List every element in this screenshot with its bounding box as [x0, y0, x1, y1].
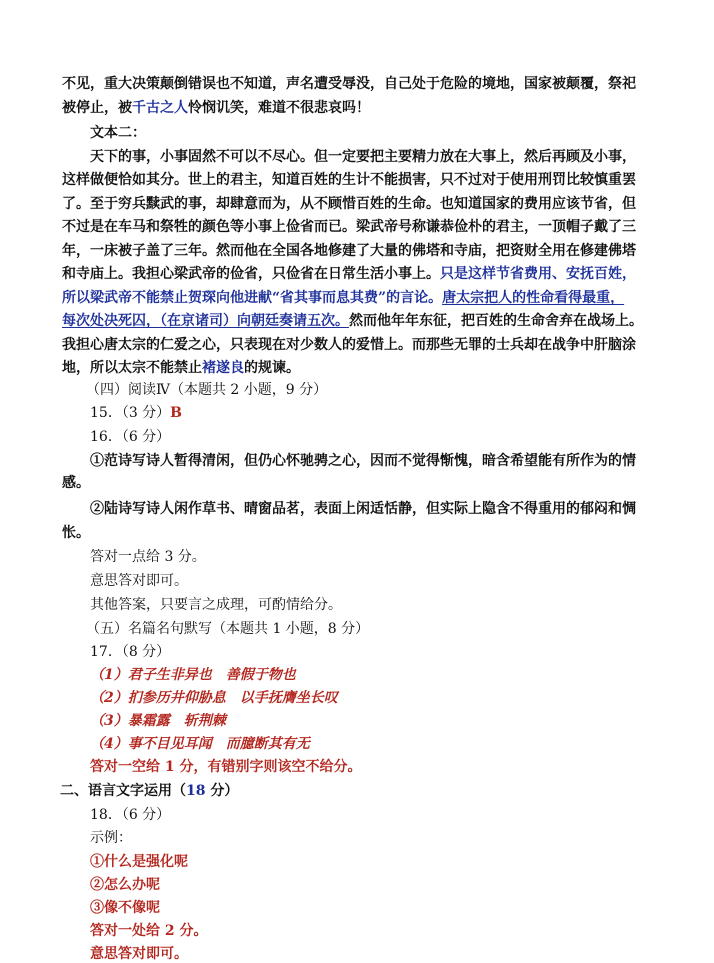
- scoring-note: 其他答案，只要言之成理，可酌情给分。: [90, 597, 342, 613]
- question-18: 18．（6 分）: [90, 807, 171, 823]
- example-label: 示例：: [90, 830, 132, 846]
- text-line: 所以梁武帝不能禁止贺琛向他进献“省其事而息其费”的言论。唐太宗把人的性命看得最重，: [62, 290, 625, 306]
- text-line: 这样做便恰如其分。世上的君主，知道百姓的生计不能损害，只不过对于使用刑罚比较慎重罢: [62, 172, 636, 188]
- question-17: 17．（8 分）: [90, 644, 171, 660]
- text-line: 地，所以太宗不能禁止褚遂良的规谏。: [62, 360, 300, 376]
- answer-line: （1）君子生非异也 善假于物也: [90, 667, 296, 683]
- example-answer: ③像不像呢: [90, 900, 160, 916]
- text-line: 年，一床被子盖了三年。然而他在全国各地修建了大量的佛塔和寺庙，把资财全用在修建佛塔: [62, 243, 636, 259]
- text-line: 和寺庙上。我担心梁武帝的俭省，只俭省在日常生活小事上。只是这样节省费用、安抚百姓，: [62, 266, 636, 282]
- text-line: 了。至于穷兵黩武的事，却肆意而为，从不顾惜百姓的生命。也知道国家的费用应该节省，但: [62, 196, 636, 212]
- section-heading-reading4: （四）阅读Ⅳ（本题共 2 小题，9 分）: [86, 382, 328, 398]
- text-line: 我担心唐太宗的仁爱之心，只表现在对少数人的爱惜上。而那些无罪的士兵却在战争中肝脑涂: [62, 337, 636, 353]
- question-15: 15．（3 分）B: [90, 405, 183, 421]
- answer-line: ①范诗写诗人暂得清闲，但仍心怀驰骋之心，因而不觉得惭愧，暗含希望能有所作为的情: [90, 453, 636, 469]
- text-line: 不见，重大决策颠倒错误也不知道，声名遭受辱没，自己处于危险的境地，国家被颠覆，祭祀: [62, 76, 636, 92]
- section-title-text2: 文本二：: [90, 125, 146, 141]
- answer-line: （2）扪参历井仰胁息 以手抚膺坐长叹: [90, 690, 338, 706]
- example-answer: ①什么是强化呢: [90, 854, 188, 870]
- text-line: 天下的事，小事固然不可以不尽心。但一定要把主要精力放在大事上，然后再顾及小事，: [90, 149, 636, 165]
- scoring-note: 意思答对即可。: [90, 946, 188, 962]
- section-heading-language: 二、语言文字运用（18 分）: [60, 783, 239, 799]
- text-line: 被停止，被千古之人怜悯讥笑，难道不很悲哀吗！: [62, 100, 370, 116]
- answer-line: 怅。: [62, 525, 90, 541]
- answer-line: 感。: [62, 475, 90, 491]
- text-line: 不过是在车马和祭牲的颜色等小事上俭省而已。梁武帝号称谦恭俭朴的君主，一顶帽子戴了三: [62, 219, 636, 235]
- scoring-note: 意思答对即可。: [90, 573, 188, 589]
- answer-line: （3）暴霜露 斩荆棘: [90, 713, 226, 729]
- section-heading-recitation: （五）名篇名句默写（本题共 1 小题，8 分）: [86, 621, 370, 637]
- text-line: 每次处决死囚，（在京诸司）向朝廷奏请五次。然而他年年东征，把百姓的生命舍弃在战场上。: [62, 313, 643, 329]
- example-answer: ②怎么办呢: [90, 877, 160, 893]
- question-16: 16．（6 分）: [90, 429, 171, 445]
- scoring-note: 答对一点给 3 分。: [90, 549, 206, 565]
- scoring-note: 答对一处给 2 分。: [90, 923, 208, 939]
- answer-line: ②陆诗写诗人闲作草书、晴窗品茗，表面上闲适恬静，但实际上隐含不得重用的郁闷和惆: [90, 501, 636, 517]
- scoring-note: 答对一空给 1 分，有错别字则该空不给分。: [90, 759, 362, 775]
- answer-line: （4）事不目见耳闻 而臆断其有无: [90, 736, 310, 752]
